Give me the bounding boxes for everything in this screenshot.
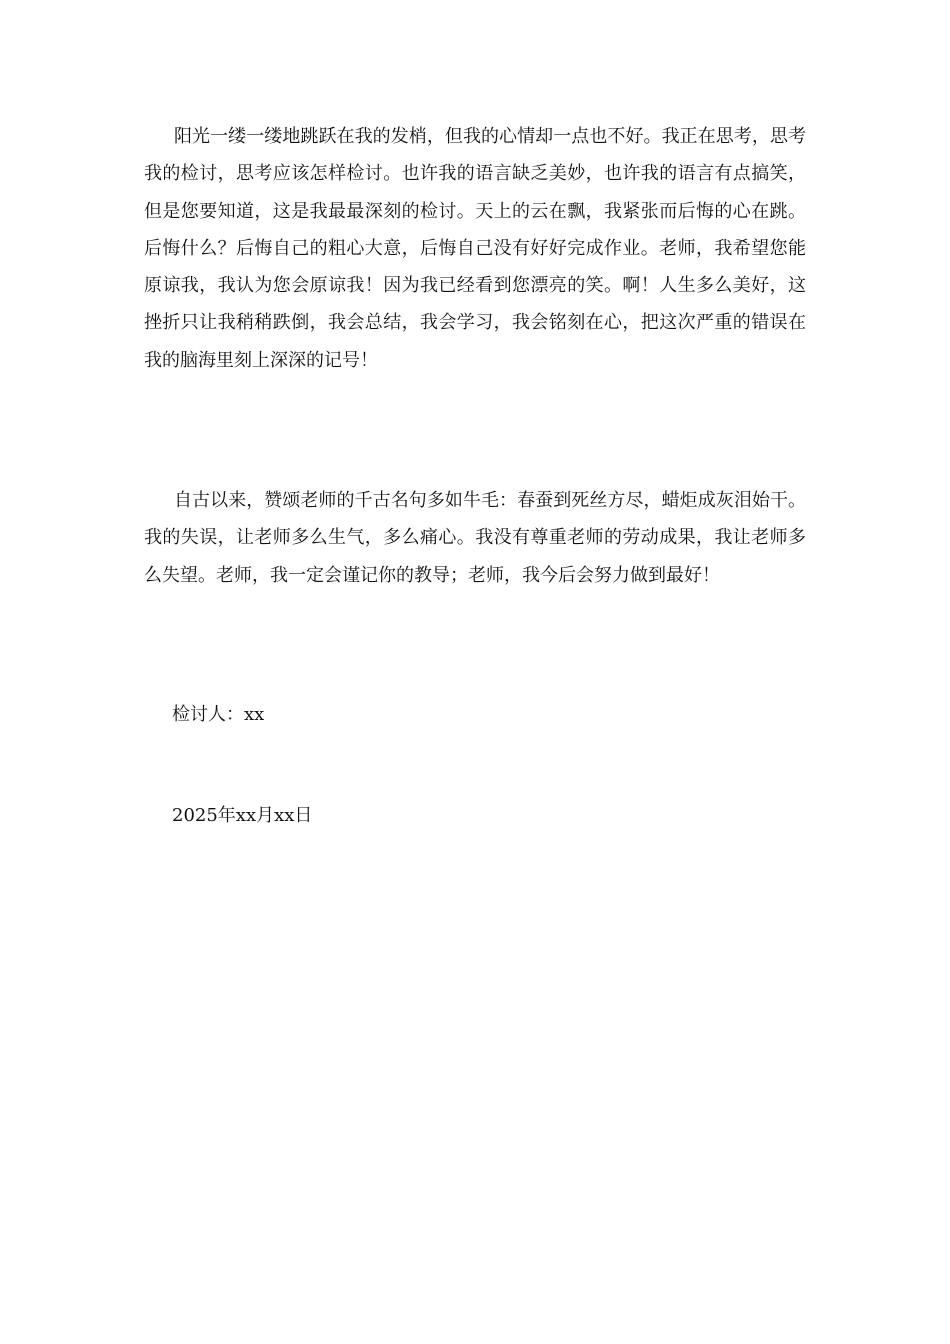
body-paragraph-1: 阳光一缕一缕地跳跃在我的发梢，但我的心情却一点也不好。我正在思考，思考我的检讨，思考应该怎样检讨。也许我的语言缺乏美妙，也许我的语言有点搞笑，但是您要知道，这是我最最深刻的检讨。天上的云在飘，我紧张而后悔的心在跳。后悔什么？后悔自己的粗心大意，后悔自己没有好好完成作业。老师，我希望您能原谅我，我认为您会原谅我！因为我已经看到您漂亮的笑。啊！人生多么美好，这挫折只让我稍稍跌倒，我会总结，我会学习，我会铭刻在心，把这次严重的错误在我的脑海里刻上深深的记号！	[144, 126, 806, 371]
signature-line: 检讨人：xx	[172, 704, 265, 725]
date-line: 2025年xx月xx日	[172, 805, 313, 826]
body-paragraph-2: 自古以来，赞颂老师的千古名句多如牛毛：春蚕到死丝方尽，蜡炬成灰泪始干。我的失误，让老师多么生气，多么痛心。我没有尊重老师的劳动成果，我让老师多么失望。老师，我一定会谨记你的教导；老师，我今后会努力做到最好！	[144, 490, 806, 586]
